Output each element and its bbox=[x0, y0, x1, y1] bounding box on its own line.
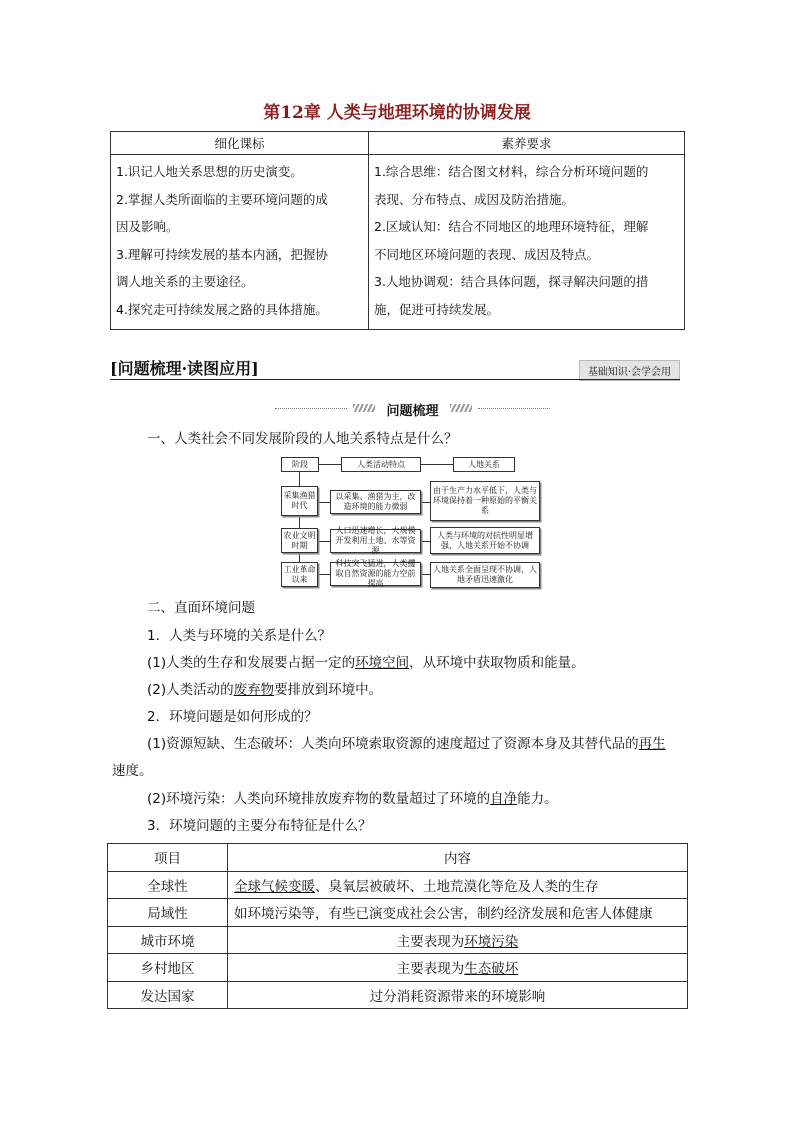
row-content bbox=[228, 899, 688, 927]
features-header-content: 内容 bbox=[228, 844, 688, 872]
table-row bbox=[108, 981, 688, 1009]
standards-right-line: 2.区域认知：结合不同地区的地理环境特征，理解 bbox=[374, 219, 649, 234]
answer-text: (1)资源短缺、生态破坏：人类向环境索取资源的速度超过了资源本身及其替代品的 bbox=[147, 736, 639, 752]
answer-text: 能力。 bbox=[517, 791, 558, 807]
section-header bbox=[110, 356, 680, 380]
standards-left-line: 因及影响。 bbox=[116, 219, 179, 234]
answer-text: (1)人类的生存和发展要占据一定的 bbox=[147, 655, 356, 671]
diagram-header-stage: 阶段 bbox=[281, 457, 319, 472]
connector bbox=[299, 516, 300, 528]
connector bbox=[299, 553, 300, 562]
table-header-row bbox=[108, 844, 688, 872]
diagram-relation: 人类与环境的对抗性明显增强，人地关系开始不协调 bbox=[430, 527, 540, 554]
row-content-text: 过分消耗资源带来的环境影响 bbox=[369, 988, 546, 1005]
question-1: 一、人类社会不同发展阶段的人地关系特点是什么？ bbox=[147, 431, 458, 447]
sub-header-label: 问题梳理 bbox=[386, 404, 439, 419]
row-item: 城市环境 bbox=[108, 926, 228, 954]
table-row bbox=[108, 899, 688, 927]
question-2-2: 2．环境问题是如何形成的？ bbox=[147, 709, 318, 725]
connector bbox=[421, 464, 453, 465]
question-2-3: 3．环境问题的主要分布特征是什么？ bbox=[147, 818, 372, 834]
diagram-stage: 采集渔猎时代 bbox=[281, 486, 318, 516]
row-item: 全球性 bbox=[108, 871, 228, 899]
answer-text: ，从环境中获取物质和能量。 bbox=[409, 655, 585, 671]
row-content bbox=[228, 926, 688, 954]
connector bbox=[318, 541, 330, 542]
sub-header bbox=[275, 400, 550, 419]
connector bbox=[319, 464, 341, 465]
standards-left-line: 2.掌握人类所面临的主要环境问题的成 bbox=[116, 191, 328, 207]
standards-right-line: 3.人地协调观：结合具体问题，探寻解决问题的措 bbox=[374, 274, 649, 289]
table-row bbox=[108, 926, 688, 954]
diagram-stage: 工业革命以来 bbox=[281, 562, 318, 587]
diagram-relation: 由于生产力水平低下，人类与环境保持着一种原始的平衡关系 bbox=[430, 481, 540, 521]
row-content bbox=[228, 871, 688, 899]
human-environment-diagram bbox=[281, 455, 543, 591]
row-content-underlined: 环境污染 bbox=[464, 933, 519, 950]
answer-2-1-b bbox=[147, 681, 382, 699]
standards-header-left: 细化课标 bbox=[111, 132, 369, 155]
connector bbox=[318, 574, 330, 575]
connector bbox=[421, 502, 430, 503]
table-row bbox=[108, 954, 688, 982]
diagram-activity: 人口迅速增长，大规模开发利用土地、水等资源 bbox=[330, 529, 421, 553]
row-content-text: 主要表现为 bbox=[396, 933, 465, 950]
row-content-underlined: 全球气候变暖 bbox=[234, 878, 315, 895]
standards-left-line: 调人地关系的主要途径。 bbox=[116, 274, 254, 289]
row-content bbox=[228, 981, 688, 1009]
row-content bbox=[228, 954, 688, 982]
standards-left-line: 4.探究走可持续发展之路的具体措施。 bbox=[116, 301, 328, 317]
curriculum-standards-table bbox=[110, 131, 685, 330]
answer-underlined: 再生 bbox=[638, 736, 666, 752]
standards-left-cell bbox=[111, 155, 369, 330]
chapter-title: 第12章 人类与地理环境的协调发展 bbox=[263, 103, 531, 123]
answer-underlined: 自净 bbox=[490, 791, 518, 807]
answer-2-2-a bbox=[147, 735, 666, 753]
connector bbox=[421, 574, 430, 575]
row-content-text: 如环境污染等，有些已演变成社会公害，制约经济发展和危害人体健康 bbox=[234, 906, 653, 923]
standards-left-line: 3.理解可持续发展的基本内涵，把握协 bbox=[116, 246, 328, 262]
connector bbox=[299, 472, 300, 486]
row-content-text: 主要表现为 bbox=[396, 961, 465, 978]
section-underline bbox=[110, 379, 680, 380]
diagram-header-relation: 人地关系 bbox=[453, 457, 515, 472]
standards-right-line: 不同地区环境问题的表现、成因及特点。 bbox=[374, 246, 600, 262]
row-content-underlined: 生态破坏 bbox=[464, 961, 519, 978]
row-item: 局域性 bbox=[108, 899, 228, 927]
question-2-heading: 二、直面环境问题 bbox=[147, 600, 255, 616]
answer-text: (2)环境污染：人类向环境排放废弃物的数量超过了环境的 bbox=[147, 791, 491, 807]
standards-right-line: 1.综合思维：结合图文材料，综合分析环境问题的 bbox=[374, 164, 649, 179]
row-item: 发达国家 bbox=[108, 981, 228, 1009]
standards-right-line: 施，促进可持续发展。 bbox=[374, 301, 500, 317]
features-header-item: 项目 bbox=[108, 844, 228, 872]
diagram-header-activity: 人类活动特点 bbox=[341, 457, 421, 472]
diagram-activity: 以采集、渔猎为主，改造环境的能力微弱 bbox=[330, 490, 421, 514]
section-tag: 基础知识·会学会用 bbox=[579, 360, 680, 381]
question-2-1: 1．人类与环境的关系是什么？ bbox=[147, 628, 332, 644]
section-title: [问题梳理·读图应用] bbox=[110, 359, 259, 378]
standards-header-right: 素养要求 bbox=[369, 132, 685, 155]
standards-right-cell bbox=[369, 155, 685, 330]
diagram-activity: 科技突飞猛进，人类攫取自然资源的能力空前提高 bbox=[330, 562, 421, 586]
row-item: 乡村地区 bbox=[108, 954, 228, 982]
connector bbox=[421, 541, 430, 542]
answer-2-1-a bbox=[147, 654, 585, 672]
stripe-ornament bbox=[450, 404, 472, 412]
answer-underlined: 环境空间 bbox=[355, 655, 410, 671]
table-row bbox=[108, 871, 688, 899]
answer-text: (2)人类活动的 bbox=[147, 682, 234, 698]
standards-left-line: 1.识记人地关系思想的历史演变。 bbox=[116, 164, 303, 179]
diagram-relation: 人地关系全面呈现不协调，人地矛盾迅速激化 bbox=[430, 562, 540, 588]
distribution-features-table bbox=[107, 843, 688, 1009]
answer-underlined: 废弃物 bbox=[233, 682, 275, 698]
diagram-stage: 农业文明时期 bbox=[281, 528, 318, 553]
row-content-text: 、臭氧层被破坏、土地荒漠化等危及人类的生存 bbox=[315, 878, 599, 895]
answer-2-2-b bbox=[147, 790, 558, 808]
dotted-divider bbox=[478, 408, 550, 409]
answer-2-2-a-cont: 速度。 bbox=[112, 763, 153, 779]
answer-text: 要排放到环境中。 bbox=[274, 682, 383, 698]
connector bbox=[318, 502, 330, 503]
standards-right-line: 表现、分布特点、成因及防治措施。 bbox=[374, 191, 575, 207]
